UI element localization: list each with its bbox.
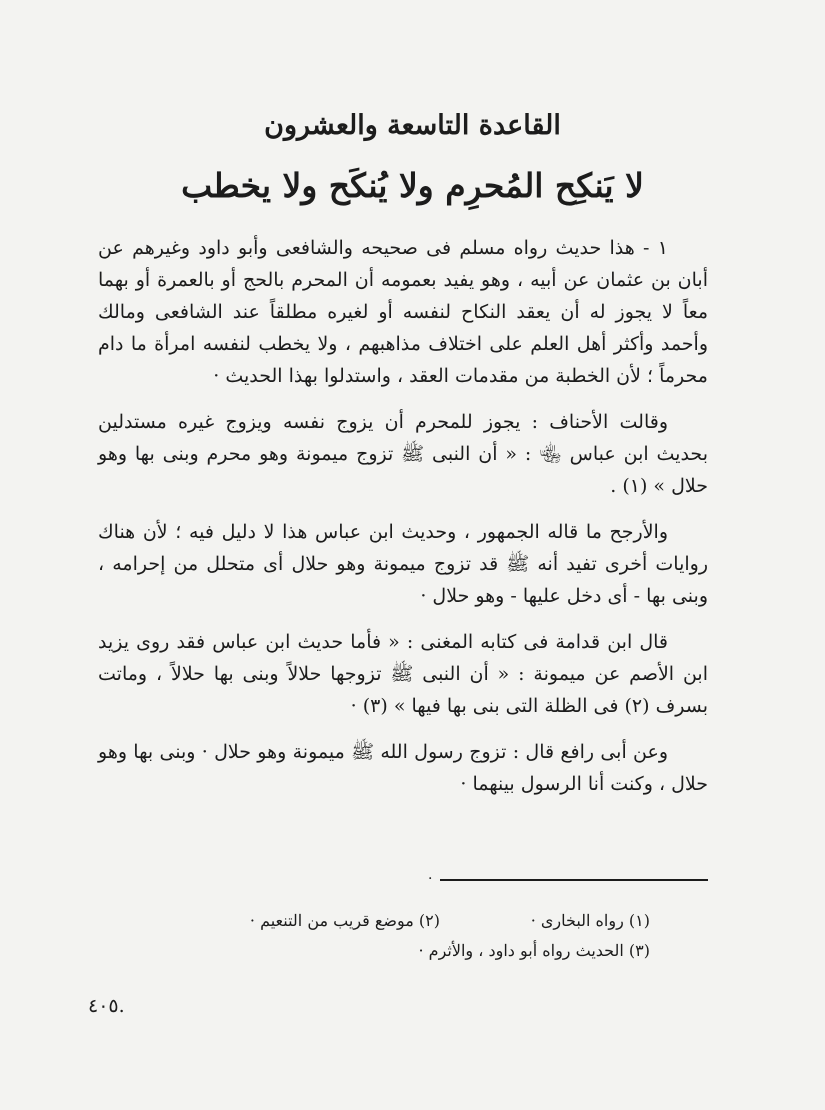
footnote-1: (١) رواه البخارى · [530, 911, 650, 930]
footnote-separator [440, 879, 708, 881]
footnote-row [120, 936, 650, 966]
paragraph-2: وقالت الأحناف : يجوز للمحرم أن يزوج نفسه ويزوج غيره مستدلين بحديث ابن عباس ﵄ : « أن النبى ﷺ تزوج ميمونة وهو محرم وبنى بها وهو حلال » (١) . [98, 411, 708, 497]
footnotes [120, 906, 650, 966]
page-number: ٤٠٥. [88, 995, 125, 1017]
footnote-2: (٢) موضع قريب من التنعيم · [249, 911, 440, 930]
rule-subtitle: لا يَنكِح المُحرِم ولا يُنكَح ولا يخطب [181, 166, 644, 205]
separator-mark: · [428, 871, 433, 887]
footnote-row [120, 906, 650, 936]
paragraph-4: قال ابن قدامة فى كتابه المغنى : « فأما حديث ابن عباس فقد روى يزيد ابن الأصم عن ميمونة : « أن النبى ﷺ تزوجها حلالاً وبنى بها حلالاً ، وماتت بسرف (٢) فى الظلة التى بنى بها فيها » (٣) · [98, 631, 708, 717]
footnote-3: (٣) الحديث رواه أبو داود ، والأثرم · [418, 941, 650, 960]
paragraph-1: ١ - هذا حديث رواه مسلم فى صحيحه والشافعى وأبو داود وغيرهم عن أبان بن عثمان عن أبيه ، وهو يفيد بعمومه أن المحرم بالحج أو بالعمرة أو بهما معاً لا يجوز له أن يعقد النكاح لنفسه أو لغيره مطلقاً عند الشافعى ومالك وأحمد وأكثر أهل العلم على اختلاف مذاهبهم ، ولا يخطب لنفسه امرأة ما دام محرماً ؛ لأن الخطبة من مقدمات العقد ، واستدلوا بهذا الحديث · [98, 237, 708, 387]
paragraph-5: وعن أبى رافع قال : تزوج رسول الله ﷺ ميمونة وهو حلال · وبنى بها وهو حلال ، وكنت أنا الرسول بينهما · [98, 741, 708, 795]
paragraph-3: والأرجح ما قاله الجمهور ، وحديث ابن عباس هذا لا دليل فيه ؛ لأن هناك روايات أخرى تفيد أنه ﷺ قد تزوج ميمونة وهو حلال أى متحلل من إحرامه ، وبنى بها - أى دخل عليها - وهو حلال · [98, 521, 708, 607]
rule-title: القاعدة التاسعة والعشرون [264, 110, 561, 141]
body-text [98, 232, 708, 814]
